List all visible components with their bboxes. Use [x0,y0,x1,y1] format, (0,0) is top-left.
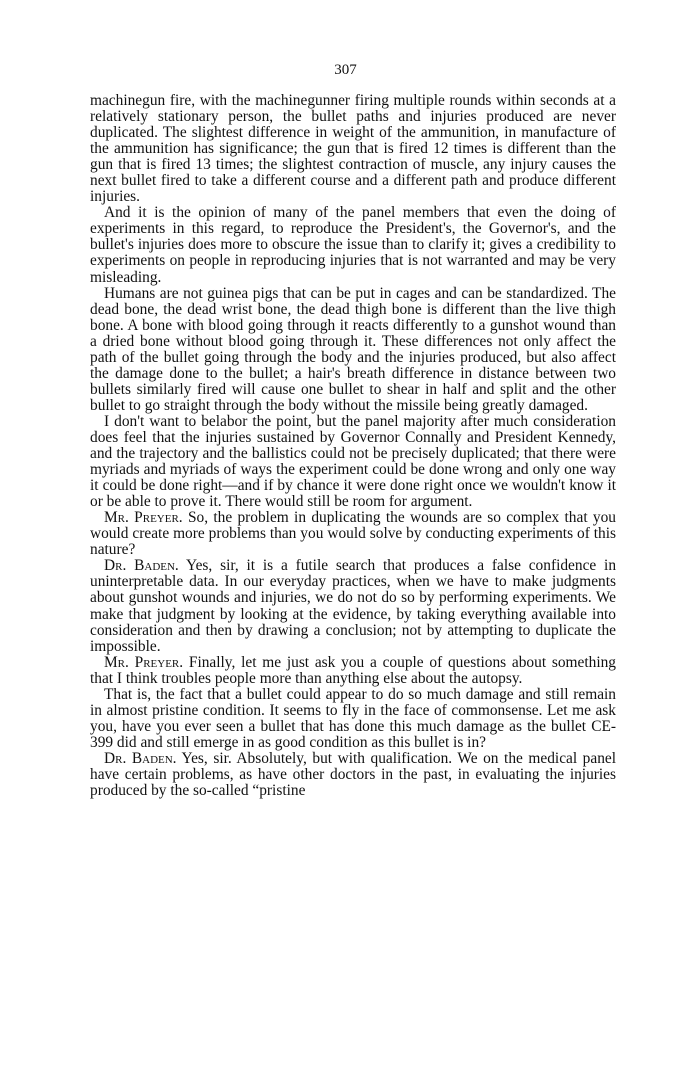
paragraph-3 [90,286,616,414]
paragraph-9 [90,751,616,799]
speaker-name: Mr. Preyer. [104,509,183,527]
paragraph-5 [90,510,616,558]
paragraph-6 [90,558,616,654]
speaker-name: Dr. Baden. [104,749,177,767]
paragraph-8 [90,687,616,751]
speaker-name: Dr. Baden. [104,557,179,575]
paragraph-7 [90,655,616,687]
paragraph-2 [90,205,616,285]
paragraph-1 [90,93,616,205]
page-number: 307 [334,62,357,78]
paragraph-text: machinegun fire, with the machinegunner firing multiple rounds within seconds at a relatively stationary person, the bullet paths and injuries produced are never duplicated. The slightest difference in weight of the ammunition, in manufacture of the ammunition has significance; the gun that is fired 12 times is different than the gun that is fired 13 times; the slightest contraction of muscle, any injury causes the next bullet fired to take a different course and a different path and produce different injuries. [90,92,616,206]
paragraph-text: Humans are not guinea pigs that can be put in cages and can be standardized. The dead bone, the dead wrist bone, the dead thigh bone is different than the live thigh bone. A bone with blood going through it reacts differently to a gunshot wound than a dried bone without blood going through it. These differences not only affect the path of the bullet going through the body and the injuries produced, but also affect the damage done to the bullet; a hair's breath difference in distance between two bullets similarly fired will cause one bullet to shear in half and split and the other bullet to go straight through the body without the missile being greatly damaged. [90,284,616,414]
document-body [90,93,616,799]
speaker-name: Mr. Preyer. [104,653,184,671]
paragraph-text: Yes, sir, it is a futile search that produces a false confidence in uninterpretable data. In our everyday practices, when we have to make judgments about gunshot wounds and injuries, we do not do so by performing experiments. We make that judgment by looking at the evidence, by taking everything available into consideration and then by drawing a conclusion; not by attempting to duplicate the impossible. [90,557,617,655]
paragraph-text: Yes, sir. Absolutely, but with qualification. We on the medical panel have certain problems, as have other doctors in the past, in evaluating the injuries produced by the so-called “pristine [90,749,617,800]
paragraph-text: That is, the fact that a bullet could appear to do so much damage and still remain in almost pristine condition. It seems to fly in the face of commonsense. Let me ask you, have you ever seen a bullet that has done this much damage as the bullet CE-399 did and still emerge in as good condition as this bullet is in? [90,685,616,751]
paragraph-text: I don't want to belabor the point, but the panel majority after much consideration does feel that the injuries sustained by Governor Connally and President Kennedy, and the trajectory and the ballistics could not be precisely duplicated; that there were myriads and myriads of ways the experiment could be done wrong and only one way it could be done right—and if by chance it were done right once we wouldn't know it or be able to prove it. There would still be room for argument. [90,412,616,511]
paragraph-text: Finally, let me just ask you a couple of questions about something that I think troubles people more than anything else about the autopsy. [90,653,616,687]
paragraph-4 [90,414,616,510]
paragraph-text: So, the problem in duplicating the wounds are so complex that you would create more problems than you would solve by conducting experiments of this nature? [90,509,616,559]
paragraph-text: And it is the opinion of many of the panel members that even the doing of experiments in this regard, to reproduce the President's, the Governor's, and the bullet's injuries does more to obscure the issue than to clarify it; gives a credibility to experiments on people in reproducing injuries that is not warranted and may be very misleading. [90,204,616,286]
